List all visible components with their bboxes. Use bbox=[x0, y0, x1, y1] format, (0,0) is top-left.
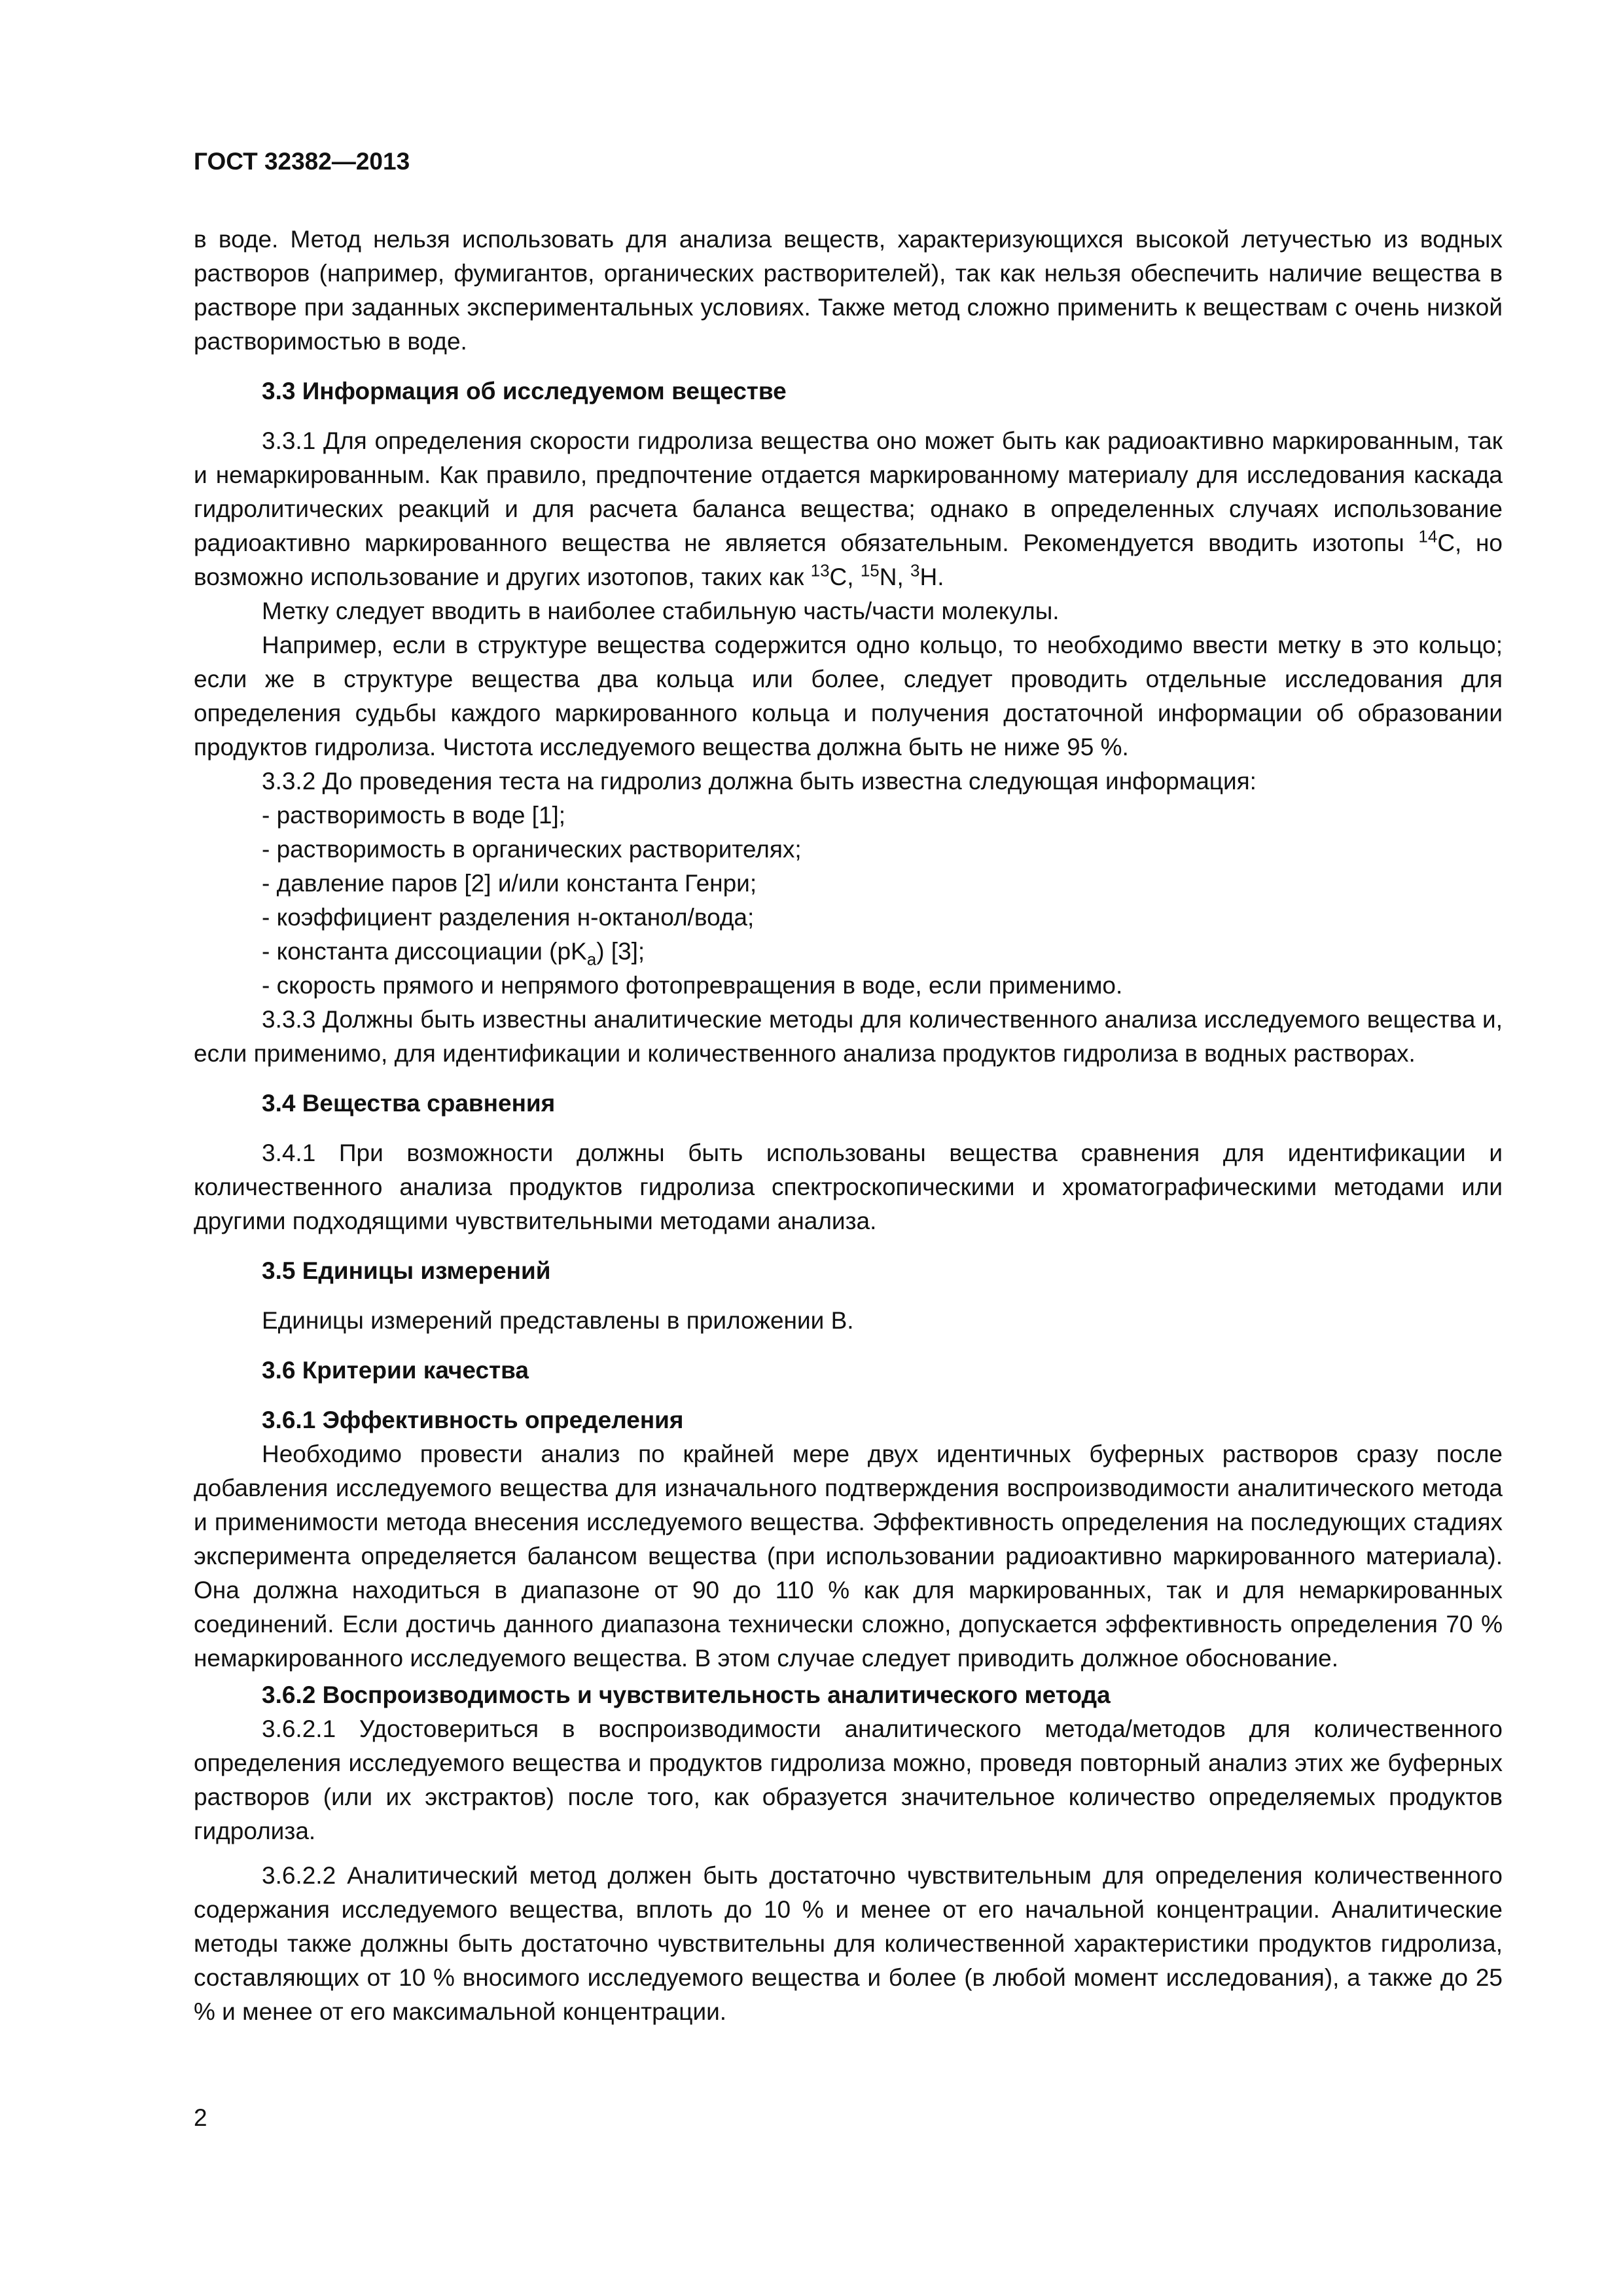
paragraph-3-5: Единицы измерений представлены в приложении В. bbox=[262, 1307, 854, 1334]
page-number: 2 bbox=[194, 2104, 207, 2131]
paragraph-3-3-1: 3.3.1 Для определения скорости гидролиза вещества оно может быть как радиоактивно маркированным, так и немаркированным. Как правило, предпочтение отдается маркированному материалу для исследования каскада гидролитических реакций и для расчета баланса вещества; однако в определенных случаях использование радиоактивно маркированного вещества не является обязательным. Рекомендуется вводить изотопы $^{14}$C, но возможно использование и других изотопов, таких как $^{13}$C, $^{15}$N, $^3$H. bbox=[194, 427, 1503, 590]
paragraph-3-6-2-2: 3.6.2.2 Аналитический метод должен быть достаточно чувствительным для определения количественного содержания исследуемого вещества, вплоть до 10 % и менее от его начальной концентрации. Аналитические методы также должны быть достаточно чувствительны для количественной характеристики продуктов гидролиза, составляющих от 10 % вносимого исследуемого вещества и более (в любой момент исследования), а также до 25 % и менее от его максимальной концентрации. bbox=[194, 1862, 1503, 2025]
section-3-6-2-title: 3.6.2 Воспроизводимость и чувствительность аналитического метода bbox=[262, 1681, 1111, 1708]
list-item: - скорость прямого и непрямого фотопревращения в воде, если применимо. bbox=[262, 972, 1123, 999]
paragraph-example: Например, если в структуре вещества содержится одно кольцо, то необходимо ввести метку в это кольцо; если же в структуре вещества два кольца или более, следует проводить отдельные исследования для определения судьбы каждого маркированного кольца и получения достаточной информации об образовании продуктов гидролиза. Чистота исследуемого вещества должна быть не ниже 95 %. bbox=[194, 632, 1503, 761]
paragraph-3-3-2: 3.3.2 До проведения теста на гидролиз должна быть известна следующая информация: bbox=[262, 768, 1257, 795]
paragraph-3-6-2-1: 3.6.2.1 Удостовериться в воспроизводимости аналитического метода/методов для количественного определения исследуемого вещества и продуктов гидролиза можно, проведя повторный анализ этих же буферных растворов (или их экстрактов) после того, как образуется значительное количество определяемых продуктов гидролиза. bbox=[194, 1715, 1503, 1844]
section-3-4-title: 3.4 Вещества сравнения bbox=[262, 1090, 556, 1117]
list-item: - константа диссоциации $(pK_a)$ [3]; bbox=[262, 938, 645, 969]
list-item: - растворимость в органических растворителях; bbox=[262, 836, 802, 863]
list-item: - давление паров [2] и/или константа Генри; bbox=[262, 870, 757, 897]
section-3-3-title: 3.3 Информация об исследуемом веществе bbox=[262, 378, 787, 404]
paragraph-label: Метку следует вводить в наиболее стабильную часть/части молекулы. bbox=[262, 598, 1060, 624]
paragraph-3-3-3: 3.3.3 Должны быть известны аналитические методы для количественного анализа исследуемого вещества и, если применимо, для идентификации и количественного анализа продуктов гидролиза в водных растворах. bbox=[194, 1006, 1503, 1067]
paragraph-intro: в воде. Метод нельзя использовать для анализа веществ, характеризующихся высокой летучестью из водных растворов (например, фумигантов, органических растворителей), так как нельзя обеспечить наличие вещества в растворе при заданных экспериментальных условиях. Также метод сложно применить к веществам с очень низкой растворимостью в воде. bbox=[194, 226, 1503, 355]
section-3-6-title: 3.6 Критерии качества bbox=[262, 1357, 529, 1384]
document-page bbox=[194, 148, 1503, 2029]
section-3-5-title: 3.5 Единицы измерений bbox=[262, 1257, 551, 1284]
paragraph-3-6-1: Необходимо провести анализ по крайней мере двух идентичных буферных растворов сразу после добавления исследуемого вещества для изначального подтверждения воспроизводимости аналитического метода и применимости метода внесения исследуемого вещества. Эффективность определения на последующих стадиях эксперимента определяется балансом вещества (при использовании радиоактивно маркированного материала). Она должна находиться в диапазоне от 90 до 110 % как для маркированных, так и для немаркированных соединений. Если достичь данного диапазона технически сложно, допускается эффективность определения 70 % немаркированного исследуемого вещества. В этом случае следует приводить должное обоснование. bbox=[194, 1441, 1503, 1672]
paragraph-3-4-1: 3.4.1 При возможности должны быть использованы вещества сравнения для идентификации и количественного анализа продуктов гидролиза спектроскопическими и хроматографическими методами или другими подходящими чувствительными методами анализа. bbox=[194, 1139, 1503, 1234]
section-3-6-1-title: 3.6.1 Эффективность определения bbox=[262, 1407, 684, 1433]
list-item: - коэффициент разделения н-октанол/вода; bbox=[262, 904, 755, 931]
standard-id: ГОСТ 32382—2013 bbox=[194, 148, 410, 175]
list-item: - растворимость в воде [1]; bbox=[262, 802, 566, 829]
